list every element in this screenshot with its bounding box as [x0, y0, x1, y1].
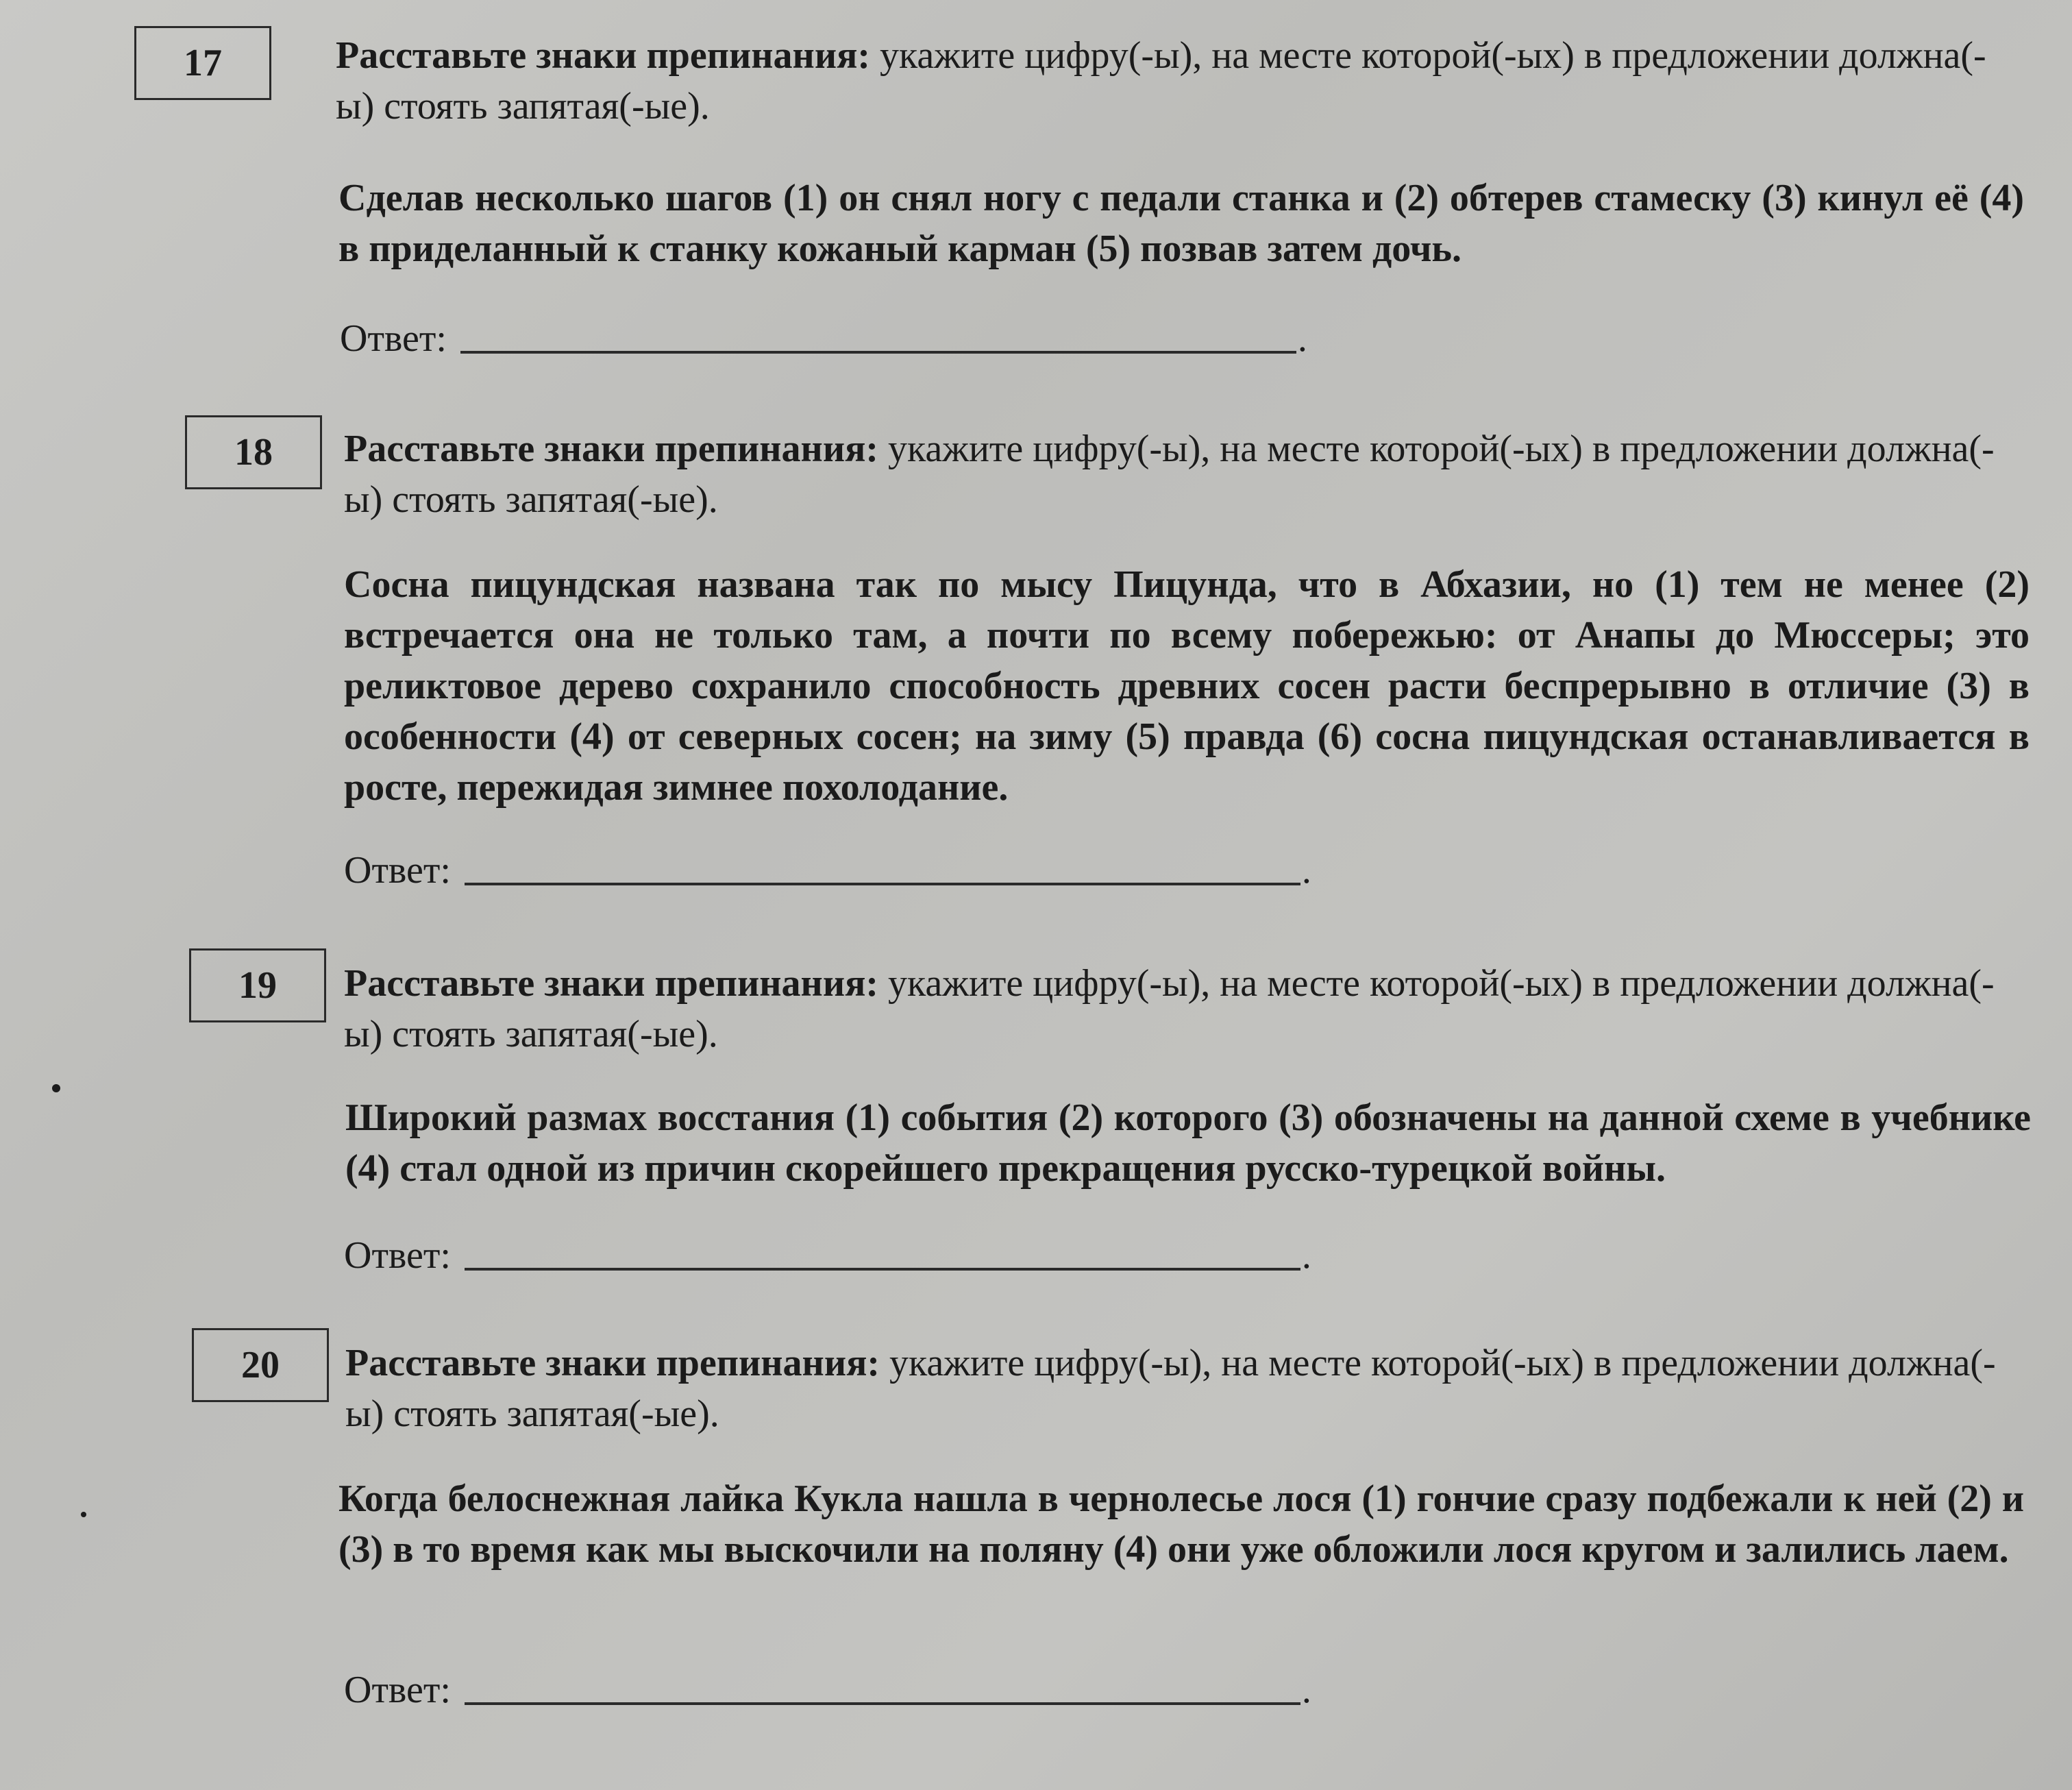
- task-number: 17: [184, 42, 222, 84]
- stray-mark: [81, 1512, 86, 1517]
- task-number-box: [134, 26, 271, 100]
- task-sentence: Сосна пицундская названа так по мысу Пицунда, что в Абхазии, но (1) тем не менее (2) встречается она не только там, а почти по всему побережью: от Анапы до Мюссеры; это реликтовое дерево сохранило способность древних сосен расти беспрерывно в отличие (3) в особенности (4) от северных сосен; на зиму (5) правда (6) сосна пицундская останавливается в росте, пережидая зимнее похолодание.: [344, 563, 2030, 809]
- stray-mark: [52, 1084, 60, 1092]
- instruction-text: укажите цифру(-ы), на месте которой(-ых) в предложении должна(-ы) стоять запятая(-ые).: [336, 34, 1986, 127]
- instruction-bold: Расставьте знаки препинания:: [345, 1342, 880, 1384]
- answer-end-dot: .: [1301, 1669, 1311, 1711]
- answer-label: Ответ:: [340, 317, 447, 360]
- answer-field[interactable]: [460, 351, 1296, 354]
- task-instruction: [344, 958, 2030, 1059]
- task-sentence: Когда белоснежная лайка Кукла нашла в чернолесье лося (1) гончие сразу подбежали к ней (2) и (3) в то время как мы выскочили на поляну (4) они уже обложили лося кругом и залились лаем.: [338, 1478, 2024, 1571]
- task-number-box: [185, 415, 322, 489]
- task-instruction: [336, 30, 2021, 132]
- answer-end-dot: .: [1301, 849, 1311, 892]
- instruction-bold: Расставьте знаки препинания:: [344, 428, 879, 470]
- instruction-bold: Расставьте знаки препинания:: [344, 962, 879, 1005]
- instruction-text: укажите цифру(-ы), на месте которой(-ых) в предложении должна(-ы) стоять запятая(-ые).: [344, 428, 1995, 521]
- answer-row: [340, 317, 1307, 360]
- answer-label: Ответ:: [344, 1669, 451, 1711]
- task-number-box: [192, 1328, 329, 1402]
- answer-label: Ответ:: [344, 849, 451, 892]
- task-number: 19: [238, 964, 277, 1007]
- instruction-text: укажите цифру(-ы), на месте которой(-ых) в предложении должна(-ы) стоять запятая(-ые).: [345, 1342, 1996, 1435]
- answer-row: [344, 848, 1311, 892]
- answer-end-dot: .: [1301, 1234, 1311, 1277]
- answer-label: Ответ:: [344, 1234, 451, 1277]
- task-number-box: [189, 948, 326, 1022]
- task-instruction: [344, 424, 2030, 525]
- instruction-bold: Расставьте знаки препинания:: [336, 34, 871, 77]
- answer-end-dot: .: [1297, 317, 1307, 360]
- answer-field[interactable]: [465, 1268, 1300, 1271]
- task-number: 20: [241, 1344, 280, 1386]
- answer-field[interactable]: [465, 883, 1300, 885]
- task-instruction: [345, 1338, 2031, 1439]
- task-number: 18: [234, 431, 273, 474]
- answer-row: [344, 1234, 1311, 1277]
- task-sentence: Широкий размах восстания (1) события (2) которого (3) обозначены на данной схеме в учебнике (4) стал одной из причин скорейшего прекращения русско-турецкой войны.: [345, 1096, 2031, 1190]
- task-sentence: Сделав несколько шагов (1) он снял ногу с педали станка и (2) обтерев стамеску (3) кинул её (4) в приделанный к станку кожаный карман (5) позвав затем дочь.: [338, 177, 2024, 270]
- answer-row: [344, 1668, 1311, 1712]
- answer-field[interactable]: [465, 1702, 1300, 1705]
- instruction-text: укажите цифру(-ы), на месте которой(-ых) в предложении должна(-ы) стоять запятая(-ые).: [344, 962, 1995, 1055]
